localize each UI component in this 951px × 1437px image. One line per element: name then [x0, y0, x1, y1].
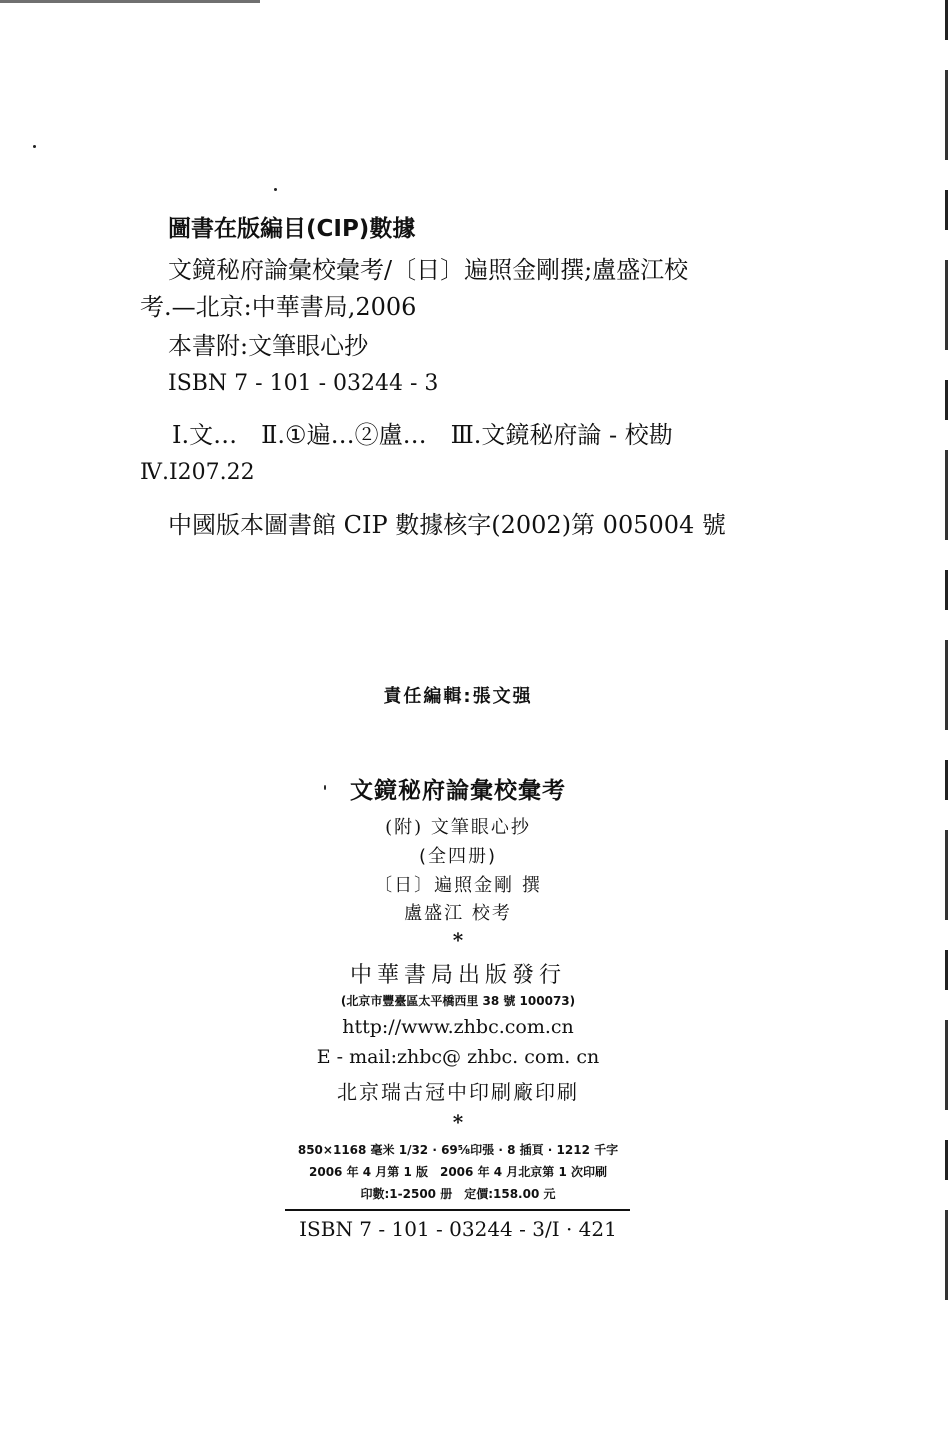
- scan-edge-mark: [0, 0, 260, 3]
- scan-speck: [274, 188, 277, 191]
- isbn-final: ISBN 7 - 101 - 03244 - 3/I · 421: [299, 1217, 617, 1241]
- publisher-website: http://www.zhbc.com.cn: [342, 1016, 574, 1038]
- printer: 北京瑞古冠中印刷廠印刷: [337, 1080, 579, 1104]
- book-appendix: (附) 文筆眼心抄: [385, 817, 531, 838]
- publisher-address: (北京市豐臺區太平橋西里 38 號 100073): [340, 994, 576, 1008]
- cip-heading: 圖書在版編目(CIP)數據: [168, 216, 416, 242]
- scan-speck: [33, 145, 36, 148]
- volume-count: (全四册): [418, 846, 498, 867]
- separator-star-2: *: [452, 1110, 464, 1134]
- cip-classification-line-2: Ⅳ.I207.22: [140, 460, 255, 485]
- cip-classification-line-1: Ⅰ.文… Ⅱ.①遍…②盧… Ⅲ.文鏡秘府論 - 校勘: [172, 421, 673, 449]
- responsible-editor: 責任編輯:張文强: [383, 686, 533, 707]
- cip-number: 中國版本圖書館 CIP 數據核字(2002)第 005004 號: [168, 511, 726, 539]
- publisher: 中華書局出版發行: [349, 963, 566, 988]
- cip-title-line-2: 考.—北京:中華書局,2006: [140, 293, 417, 321]
- author-line: 〔日〕遍照金剛 撰: [374, 875, 542, 896]
- cip-isbn: ISBN 7 - 101 - 03244 - 3: [168, 371, 439, 396]
- scan-right-edge: [945, 0, 948, 1300]
- publisher-email: E - mail:zhbc@ zhbc. com. cn: [316, 1046, 600, 1068]
- print-specs-line-2: 2006 年 4 月第 1 版 2006 年 4 月北京第 1 次印刷: [309, 1165, 607, 1179]
- cip-appendix: 本書附:文筆眼心抄: [168, 332, 369, 360]
- cip-title-line-1: 文鏡秘府論彙校彙考/〔日〕遍照金剛撰;盧盛江校: [168, 256, 689, 284]
- separator-star-1: *: [452, 928, 464, 952]
- divider-rule: [285, 1209, 630, 1211]
- collator-line: 盧盛江 校考: [404, 903, 512, 924]
- book-title: 文鏡秘府論彙校彙考: [350, 778, 566, 804]
- print-specs-line-1: 850×1168 毫米 1/32 · 69⅝印張 · 8 插頁 · 1212 千字: [297, 1143, 619, 1157]
- print-specs-line-3: 印數:1-2500 册 定價:158.00 元: [360, 1187, 556, 1201]
